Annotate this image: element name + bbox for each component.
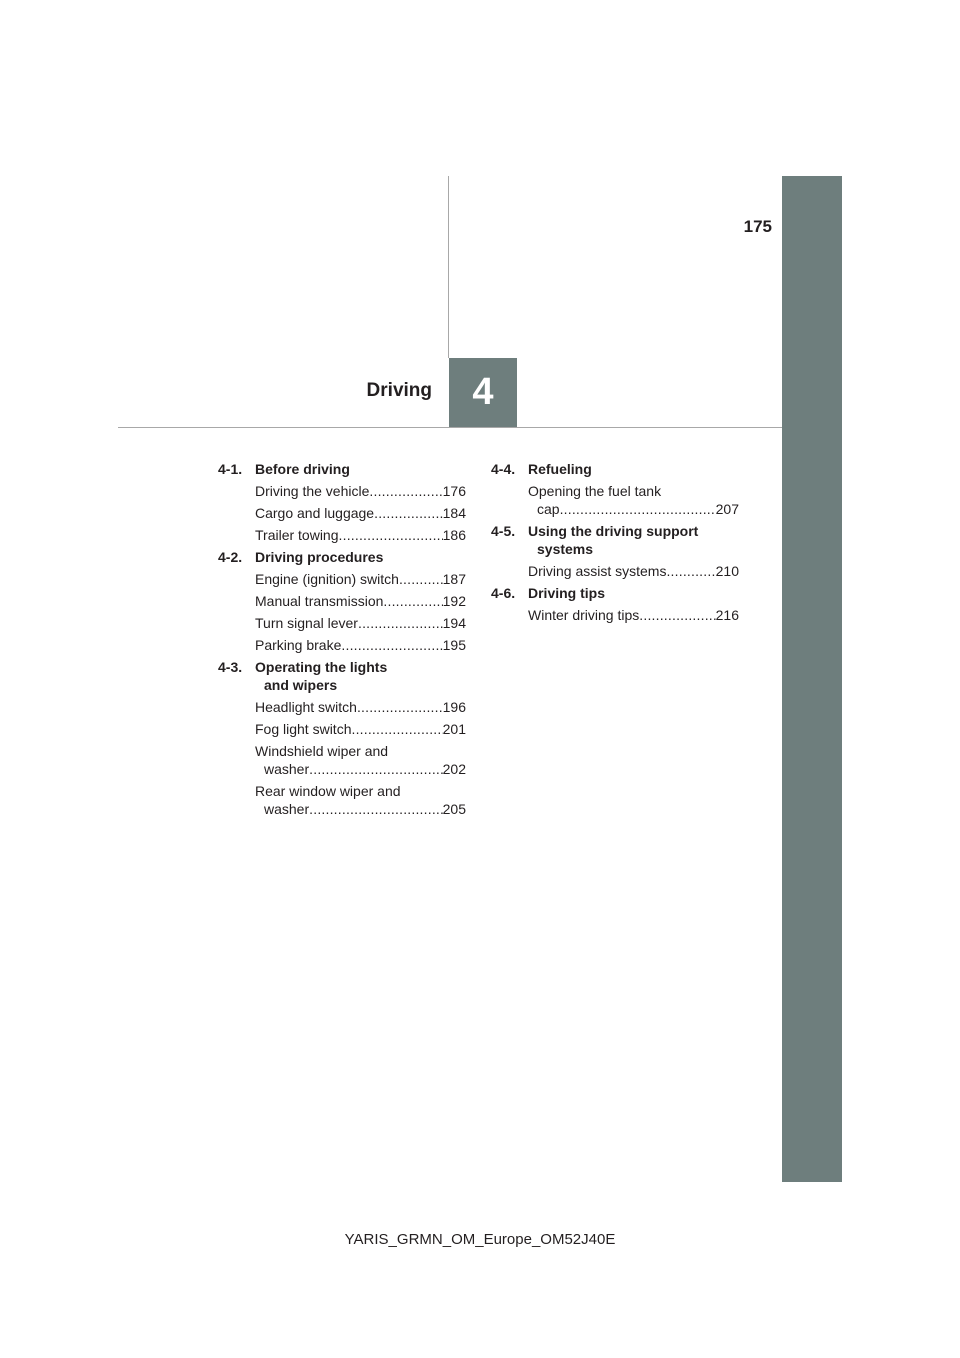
chapter-number-badge bbox=[449, 358, 517, 427]
toc-entry[interactable] bbox=[255, 504, 466, 522]
toc-entry[interactable] bbox=[255, 592, 466, 610]
toc-column-left bbox=[218, 460, 466, 822]
section-title bbox=[528, 522, 739, 558]
vertical-rule bbox=[448, 176, 449, 358]
entry-label: Engine (ignition) switch bbox=[255, 571, 399, 587]
entry-page-number: 176 bbox=[442, 483, 466, 499]
entry-page-number: 205 bbox=[442, 801, 466, 817]
entry-label: Parking brake bbox=[255, 637, 342, 653]
dot-leader bbox=[374, 504, 443, 522]
dot-leader bbox=[666, 562, 715, 580]
entry-page-number: 207 bbox=[715, 501, 739, 517]
chapter-side-tab bbox=[782, 176, 842, 1182]
dot-leader bbox=[369, 482, 442, 500]
toc-section-heading[interactable] bbox=[218, 460, 466, 478]
chapter-number: 4 bbox=[472, 371, 494, 413]
toc-section-heading[interactable] bbox=[491, 522, 739, 558]
entry-label-line: Windshield wiper and bbox=[255, 743, 389, 759]
entry-label: Cargo and luggage bbox=[255, 505, 375, 521]
toc-section-heading[interactable] bbox=[491, 584, 739, 602]
entry-page-number: 196 bbox=[442, 699, 466, 715]
section-number: 4-4. bbox=[491, 461, 516, 477]
section-title-line: Driving procedures bbox=[255, 549, 384, 565]
chapter-title: Driving bbox=[366, 380, 432, 401]
entry-label: cap bbox=[537, 501, 560, 517]
section-title-line: Driving tips bbox=[528, 585, 606, 601]
entry-label: washer bbox=[264, 761, 310, 777]
section-title-line: Using the driving support bbox=[528, 523, 699, 539]
dot-leader bbox=[560, 500, 716, 518]
entry-label: Manual transmission bbox=[255, 593, 384, 609]
toc-entry[interactable] bbox=[255, 782, 466, 818]
toc-entry[interactable] bbox=[528, 606, 739, 624]
dot-leader bbox=[341, 636, 442, 654]
toc-section-heading[interactable] bbox=[491, 460, 739, 478]
entry-label: Headlight switch bbox=[255, 699, 357, 715]
entry-page-number: 192 bbox=[442, 593, 466, 609]
section-number: 4-1. bbox=[218, 461, 243, 477]
entry-page-number: 201 bbox=[442, 721, 466, 737]
dot-leader bbox=[309, 800, 443, 818]
entry-label: Fog light switch bbox=[255, 721, 352, 737]
entry-page-number: 186 bbox=[442, 527, 466, 543]
toc-entry[interactable] bbox=[255, 742, 466, 778]
section-title bbox=[528, 584, 739, 602]
entry-page-number: 216 bbox=[715, 607, 739, 623]
toc-entry[interactable] bbox=[528, 562, 739, 580]
dot-leader bbox=[309, 760, 443, 778]
section-title-line: systems bbox=[537, 541, 594, 557]
section-title bbox=[255, 460, 466, 478]
toc-section-heading[interactable] bbox=[218, 548, 466, 566]
dot-leader bbox=[383, 592, 442, 610]
dot-leader bbox=[358, 614, 443, 632]
toc-entry[interactable] bbox=[255, 614, 466, 632]
dot-leader bbox=[351, 720, 442, 738]
section-title bbox=[255, 548, 466, 566]
section-title-line: Before driving bbox=[255, 461, 350, 477]
toc-entry[interactable] bbox=[255, 482, 466, 500]
section-title bbox=[255, 658, 466, 694]
page-number: 175 bbox=[743, 217, 772, 236]
toc-entry[interactable] bbox=[528, 482, 739, 518]
entry-label: Turn signal lever bbox=[255, 615, 358, 631]
section-title bbox=[528, 460, 739, 478]
entry-page-number: 210 bbox=[715, 563, 739, 579]
section-number: 4-3. bbox=[218, 659, 243, 675]
entry-label-line: Rear window wiper and bbox=[255, 783, 401, 799]
entry-page-number: 195 bbox=[442, 637, 466, 653]
entry-page-number: 194 bbox=[442, 615, 466, 631]
toc-entry[interactable] bbox=[255, 526, 466, 544]
dot-leader bbox=[339, 526, 443, 544]
toc-entry[interactable] bbox=[255, 636, 466, 654]
entry-page-number: 187 bbox=[442, 571, 466, 587]
entry-label: Winter driving tips bbox=[528, 607, 640, 623]
entry-page-number: 184 bbox=[442, 505, 466, 521]
toc-column-right bbox=[491, 460, 739, 628]
entry-label: washer bbox=[264, 801, 310, 817]
document-footer: YARIS_GRMN_OM_Europe_OM52J40E bbox=[344, 1231, 616, 1248]
entry-label: Driving assist systems bbox=[528, 563, 667, 579]
entry-label: Trailer towing bbox=[255, 527, 339, 543]
toc-entry[interactable] bbox=[255, 698, 466, 716]
toc-entry[interactable] bbox=[255, 570, 466, 588]
dot-leader bbox=[357, 698, 443, 716]
section-number: 4-5. bbox=[491, 523, 516, 539]
entry-page-number: 202 bbox=[442, 761, 466, 777]
section-number: 4-2. bbox=[218, 549, 243, 565]
section-number: 4-6. bbox=[491, 585, 516, 601]
entry-label-line: Opening the fuel tank bbox=[528, 483, 662, 499]
dot-leader bbox=[399, 570, 443, 588]
toc-entry[interactable] bbox=[255, 720, 466, 738]
dot-leader bbox=[639, 606, 715, 624]
entry-label: Driving the vehicle bbox=[255, 483, 370, 499]
section-title-line: Refueling bbox=[528, 461, 592, 477]
toc-section-heading[interactable] bbox=[218, 658, 466, 694]
section-title-line: and wipers bbox=[264, 677, 338, 693]
horizontal-rule bbox=[118, 427, 782, 428]
section-title-line: Operating the lights bbox=[255, 659, 388, 675]
